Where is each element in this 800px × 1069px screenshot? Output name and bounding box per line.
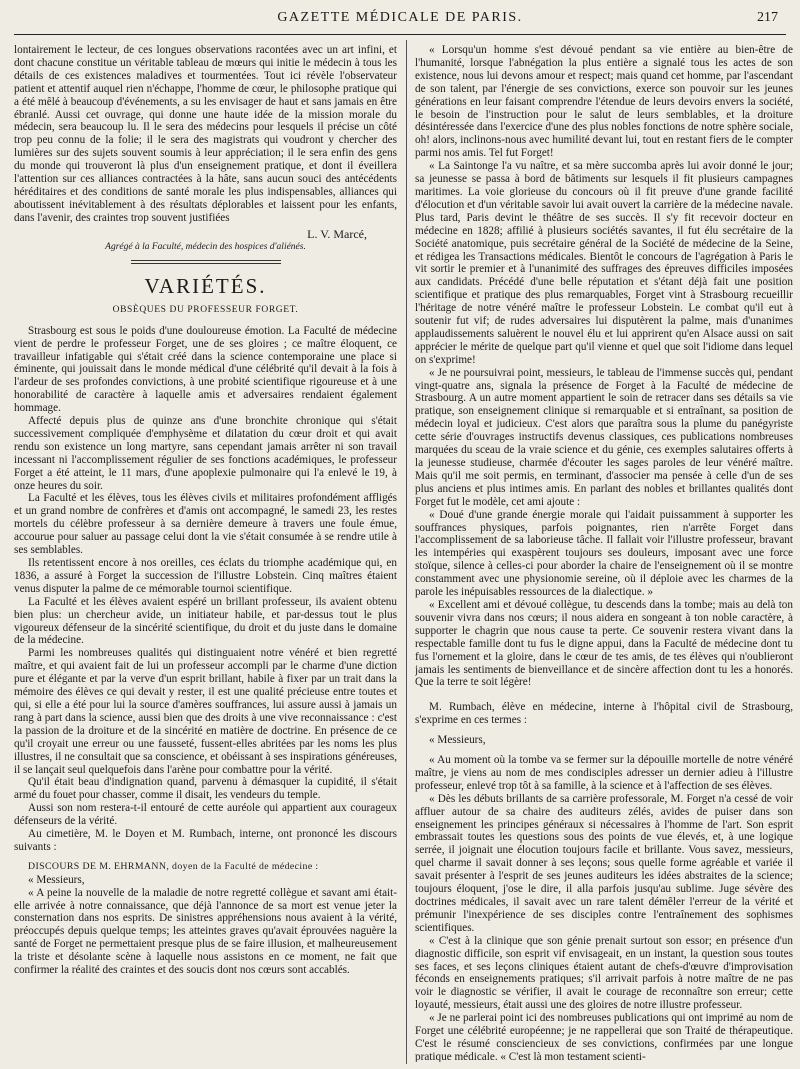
speech-paragraph: « Je ne poursuivrai point, messieurs, le tableau de l'immense succès qui, pendant vingt-quatre ans, signala la présence de Forget à la Faculté de médecine de Strasbourg. A un autre moment appartient le soin de retracer dans ses détails sa vie pratique, son enseignement clinique si remarquable et si entraînant, sa position de médecin loyal et judicieux. C'est alors que paraîtra sous la plume du panégyriste cette série d'ouvrages instructifs devenus classiques, ces publications nombreuses marquées du sceau de la vraie science et du génie, ces exemples salutaires offerts à la jeunesse studieuse, charmée d'écouter les sages paroles de leur vénéré maître. Mais qu'il me soit permis, en terminant, d'associer ma pensée à celle d'un de ses plus anciens et plus intimes amis. En parlant des nobles et brillantes qualités dont Forget fut le modèle, cet ami ajoute : — [415, 366, 793, 508]
article-paragraph: Strasbourg est sous le poids d'une douloureuse émotion. La Faculté de médecine vient de perdre le professeur Forget, une de ses gloires ; ce maître éloquent, ce travailleur infatigable qui s'était créé dans la science contemporaine une place si éminente, qui jouissait dans le monde médical d'une célébrité qu'il devait à la fois à l'ardeur de ses profondes convictions, à une probité scientifique rigoureuse et à une honorabilité de caractère à laquelle amis et adversaires rendaient également hommage. — [14, 324, 397, 415]
article-paragraph: Qu'il était beau d'indignation quand, parvenu à démasquer la cupidité, il s'était armé du fouet pour chasser, comme il disait, les vendeurs du temple. — [14, 776, 397, 802]
article-paragraph: Ils retentissent encore à nos oreilles, ces éclats du triomphe académique qui, en 1836, a assuré à Forget la succession de l'illustre Lobstein. Cinq maîtres étaient venus disputer la palme de ce mémorable tournoi scientifique. — [14, 557, 397, 595]
speech-paragraph: « Dès les débuts brillants de sa carrière professorale, M. Forget n'a cessé de voir affluer autour de sa chaire des auditeurs zélés, avides de puiser dans son enseignement les principes généraux si nécessaires à l'homme de l'art. Son esprit embrassait toutes les questions sous des points de vue élevés, et, à une logique serrée, il joignait une élocution toujours facile et brillante. Vous savez, messieurs, quel charme il savait donner à ses leçons; sous quelle forme agréable et variée il savait présenter à l'esprit de ses jeunes auditeurs les idées abstraites de la science; toujours éloquent, j'ose le dire, il alla parfois jusqu'au sublime. Juge sévère des doctrines médicales, il savait avec un rare talent démêler l'erreur de la vérité et prémunir l'inexpérience de ses disciples contre l'entraînement des sophismes scientifiques. — [415, 792, 793, 934]
section-separator — [131, 260, 281, 264]
author-credentials: Agrégé à la Faculté, médecin des hospices d'aliénés. — [105, 241, 306, 252]
speech-salutation: « Messieurs, — [429, 734, 486, 747]
speech-paragraph: « A peine la nouvelle de la maladie de notre regretté collègue et savant ami était-elle arrivée à notre connaissance, que déjà l'annonce de sa mort est venue jeter la consternation dans nos esprits. De sinistres appréhensions nous avaient à la vérité, préoccupés depuis quelque temps; les atteintes graves qu'avait éprouvées naguère la santé de Forget ne permettaient presque plus de se faire illusion, et malheureusement la triste et désolante scène à laquelle nous assistons en ce moment, ne fait que confirmer la réalité des craintes et des soucis dont nos cœurs sont accablés. — [14, 886, 397, 977]
speech-paragraph: « Je ne parlerai point ici des nombreuses publications qui ont imprimé au nom de Forget une célébrité européenne; je ne rappellerai que son Traité de thérapeutique. C'est le résumé consciencieux de ses convictions, confirmées par une longue pratique médicale. « C'est là mon testament scienti- — [415, 1012, 793, 1062]
speech-paragraph: « Lorsqu'un homme s'est dévoué pendant sa vie entière au bien-être de l'humanité, lorsque l'abnégation la plus entière a signalé tous les actes de son existence, nous lui devons amour et respect; mais quand cet homme, par l'ascendant de son talent, par l'énergie de ses convictions, exerce son pouvoir sur les jeunes générations en leur faisant comprendre l'étendue de leurs devoirs envers la société, le besoin de l'instruction pour le salut de leurs semblables, et la droiture désintéressée dans l'exercice d'une des plus nobles fonctions de notre sphère sociale, oh! alors, inclinons-nous avec humilité devant lui, tout en restant fiers de le compter parmi nos amis. Tel fut Forget! — [415, 44, 793, 160]
article-paragraph: Aussi son nom restera-t-il entouré de cette auréole qui appartient aux courageux défenseurs de la vérité. — [14, 802, 397, 828]
speech-quote: « Doué d'une grande énergie morale qui l'aidait puissamment à supporter les souffrances physiques, parfois poignantes, rien n'arrête Forget dans l'accomplissement de sa laborieuse tâche. Il fallait voir l'illustre professeur, bravant les intempéries qui exaspèrent toujours ses douleurs, imposant avec une force stoïque, silence à celles-ci pour aborder la chaire de l'enseignement où il se montre constamment avec une physionomie sereine, où il déploie avec les charmes de la parole les inépuisables ressources de la dialectique. » — [415, 508, 793, 599]
section-title: VARIÉTÉS. — [144, 273, 267, 298]
rumbach-intro: M. Rumbach, élève en médecine, interne à l'hôpital civil de Strasbourg, s'exprime en ces termes : — [415, 701, 793, 727]
author-signature: L. V. Marcé, — [307, 226, 367, 241]
speech-salutation: « Messieurs, — [28, 873, 85, 886]
article-paragraph: Parmi les nombreuses qualités qui distinguaient notre vénéré et bien regretté maître, et qui avaient fait de lui un professeur accompli par le charme d'une diction pure et élégante et par la verve d'un esprit brillant, habile à fixer par un trait dans la mémoire des élèves ce qui devait y rester, il est une qualité précieuse entre toutes et qui, si elle a été pour lui la source d'amères souffrances, lui assure aussi à jamais un rang à part dans la science, aussi bien que des droits à une vive reconnaissance : c'est la passion de la droiture et de la sincérité en matière de doctrine. En présence de ce qu'il croyait une erreur ou une fausseté, fussent-elles abritées par les noms les plus illustres, il ne consultait que sa conscience, et obéissant à ses inspirations généreuses, il se lançait seul quelquefois dans l'arène pour combattre pour la vérité. — [14, 647, 397, 776]
journal-title: GAZETTE MÉDICALE DE PARIS. — [277, 10, 523, 25]
speech-heading: DISCOURS DE M. EHRMANN, doyen de la Faculté de médecine : — [28, 860, 319, 872]
article-subheading: OBSÈQUES DU PROFESSEUR FORGET. — [112, 304, 299, 315]
review-continuation: lontairement le lecteur, de ces longues observations racontées avec un art infini, et dont chacune constitue un véritable tableau de mœurs qui initie le médecin à tous les détails de ces existences maladives et tourmentées. Tout ici révèle l'observateur patient et attentif auquel rien n'échappe, l'homme de cœur, le philosophe pratique qui a été mêlé à beaucoup d'événements, a su les envisager de haut et sans jamais en être ébranlé. Aussi cet ouvrage, qui donne une haute idée de la mission morale du médecin, sera beaucoup lu. Il le sera des médecins pour lesquels il précise un côté trop peu connu de la folie; il le sera des magistrats qui voudront y chercher des lumières sur des sujets souvent soumis à leur appréciation; il le sera enfin des gens du monde qui trouveront là plus d'un enseignement pratique, et dont il éveillera l'attention sur ces alliances contractées à la hâte, sans aucun souci des antécédents héréditaires et des conditions de santé morale les plus indispensables, alliances qui aboutissent inévitablement à des résultats déplorables et laissent pour les enfants, dans l'avenir, des craintes trop souvent justifiées — [14, 44, 397, 224]
speech-paragraph: « La Saintonge l'a vu naître, et sa mère succomba après lui avoir donné le jour; sa jeunesse se passa à bord de bâtiments sur lesquels il fit plusieurs campagnes maritimes. La voie glorieuse du concours où il fit preuve d'une grande facilité d'élocution et d'un véritable savoir lui avait ouvert la carrière de la médecine navale. Plus tard, Paris devint le théâtre de ses succès. Il s'y fit recevoir docteur en médecine en 1828; affilié à plusieurs sociétés savantes, il fut élu secrétaire de la Société anatomique, puis secrétaire général de la Société de médecine de la Seine, et rédigea les Transactions médicales. Bientôt le concours de l'agrégation à Paris le vit sortir le premier et à l'unanimité des suffrages des épreuves difficiles imposées aux candidats. Précédé d'une belle réputation et s'étant déjà fait une position scientifique et pratique des plus remarquables, Forget vint à Strasbourg recueillir l'héritage de notre vénéré maître le professeur Lobstein. Le combat qu'il eut à soutenir fut vif; de rudes adversaires lui disputèrent la palme, mais d'unanimes applaudissements saluèrent le nouvel élu et lui apprirent qu'en Alsace aussi on sait apprécier le mérite de quelque part qu'il vienne et quel que soit l'idiome dans lequel on s'exprime! — [415, 160, 793, 366]
right-column — [415, 44, 793, 1062]
speech-paragraph: « Excellent ami et dévoué collègue, tu descends dans la tombe; mais au delà ton souvenir vivra dans nos cœurs; il nous aidera en songeant à ton noble caractère, à supporter le chagrin que nous cause ta perte. Ce souvenir restera vivant dans la respectable famille dont tu fus le digne appui, dans la Faculté de médecine dont tu fus l'ornement et la gloire, dans le cœur de tes amis, de tes élèves qui n'oublieront jamais les sentiments de bienveillance et de sincère affection dont tu les a honorés. Que la terre te soit légère! — [415, 598, 793, 689]
article-paragraph: La Faculté et les élèves, tous les élèves civils et militaires profondément affligés et un grand nombre de confrères et d'amis ont accompagné, le samedi 23, les restes mortels du célèbre professeur à sa dernière demeure à travers une foule émue, accourue pour saluer au passage celui dont la vie s'était consumée à se rendre utile à ses semblables. — [14, 492, 397, 557]
article-paragraph: Au cimetière, M. le Doyen et M. Rumbach, interne, ont prononcé les discours suivants : — [14, 828, 397, 853]
page-header — [0, 10, 800, 32]
article-paragraph: Affecté depuis plus de quinze ans d'une bronchite chronique qui s'était successivement compliquée d'emphysème et dilatation du cœur droit et qui avait rendu son existence un long martyre, sans cependant jamais arrêter ni son travail incessant ni l'accomplissement régulier de ses fonctions académiques, le professeur Forget a été atteint, le 11 mars, d'une apoplexie pulmonaire qui l'a enlevé le 19, à onze heures du soir. — [14, 415, 397, 492]
left-column — [14, 44, 397, 1062]
speech-paragraph: « C'est à la clinique que son génie prenait surtout son essor; en présence d'un diagnostic difficile, son esprit vif envisageait, en un instant, la question sous toutes ses faces, et ses leçons cliniques étaient autant de chefs-d'œuvre d'improvisation féconds en enseignements pratiques; s'il arrivait parfois à notre maître de ne pas voir le diagnostic se vérifier, il avait le courage de reconnaître son erreur; cette loyauté, messieurs, était aussi une des gloires de notre illustre professeur. — [415, 934, 793, 1012]
page-number: 217 — [757, 10, 778, 25]
article-paragraph: La Faculté et les élèves avaient espéré un brillant professeur, ils avaient obtenu bien plus: un chercheur avide, un initiateur habile, et par-dessus tout le plus vigoureux défenseur de la sincérité scientifique, du droit et du juste dans le domaine de la médecine. — [14, 595, 397, 647]
header-rule — [14, 34, 786, 35]
column-divider — [406, 40, 407, 1064]
speech-paragraph: « Au moment où la tombe va se fermer sur la dépouille mortelle de notre vénéré maître, je viens au nom de mes condisciples adresser un dernier adieu à l'illustre professeur, enlevé trop tôt à sa famille, à la science et à l'affection de ses élèves. — [415, 754, 793, 792]
